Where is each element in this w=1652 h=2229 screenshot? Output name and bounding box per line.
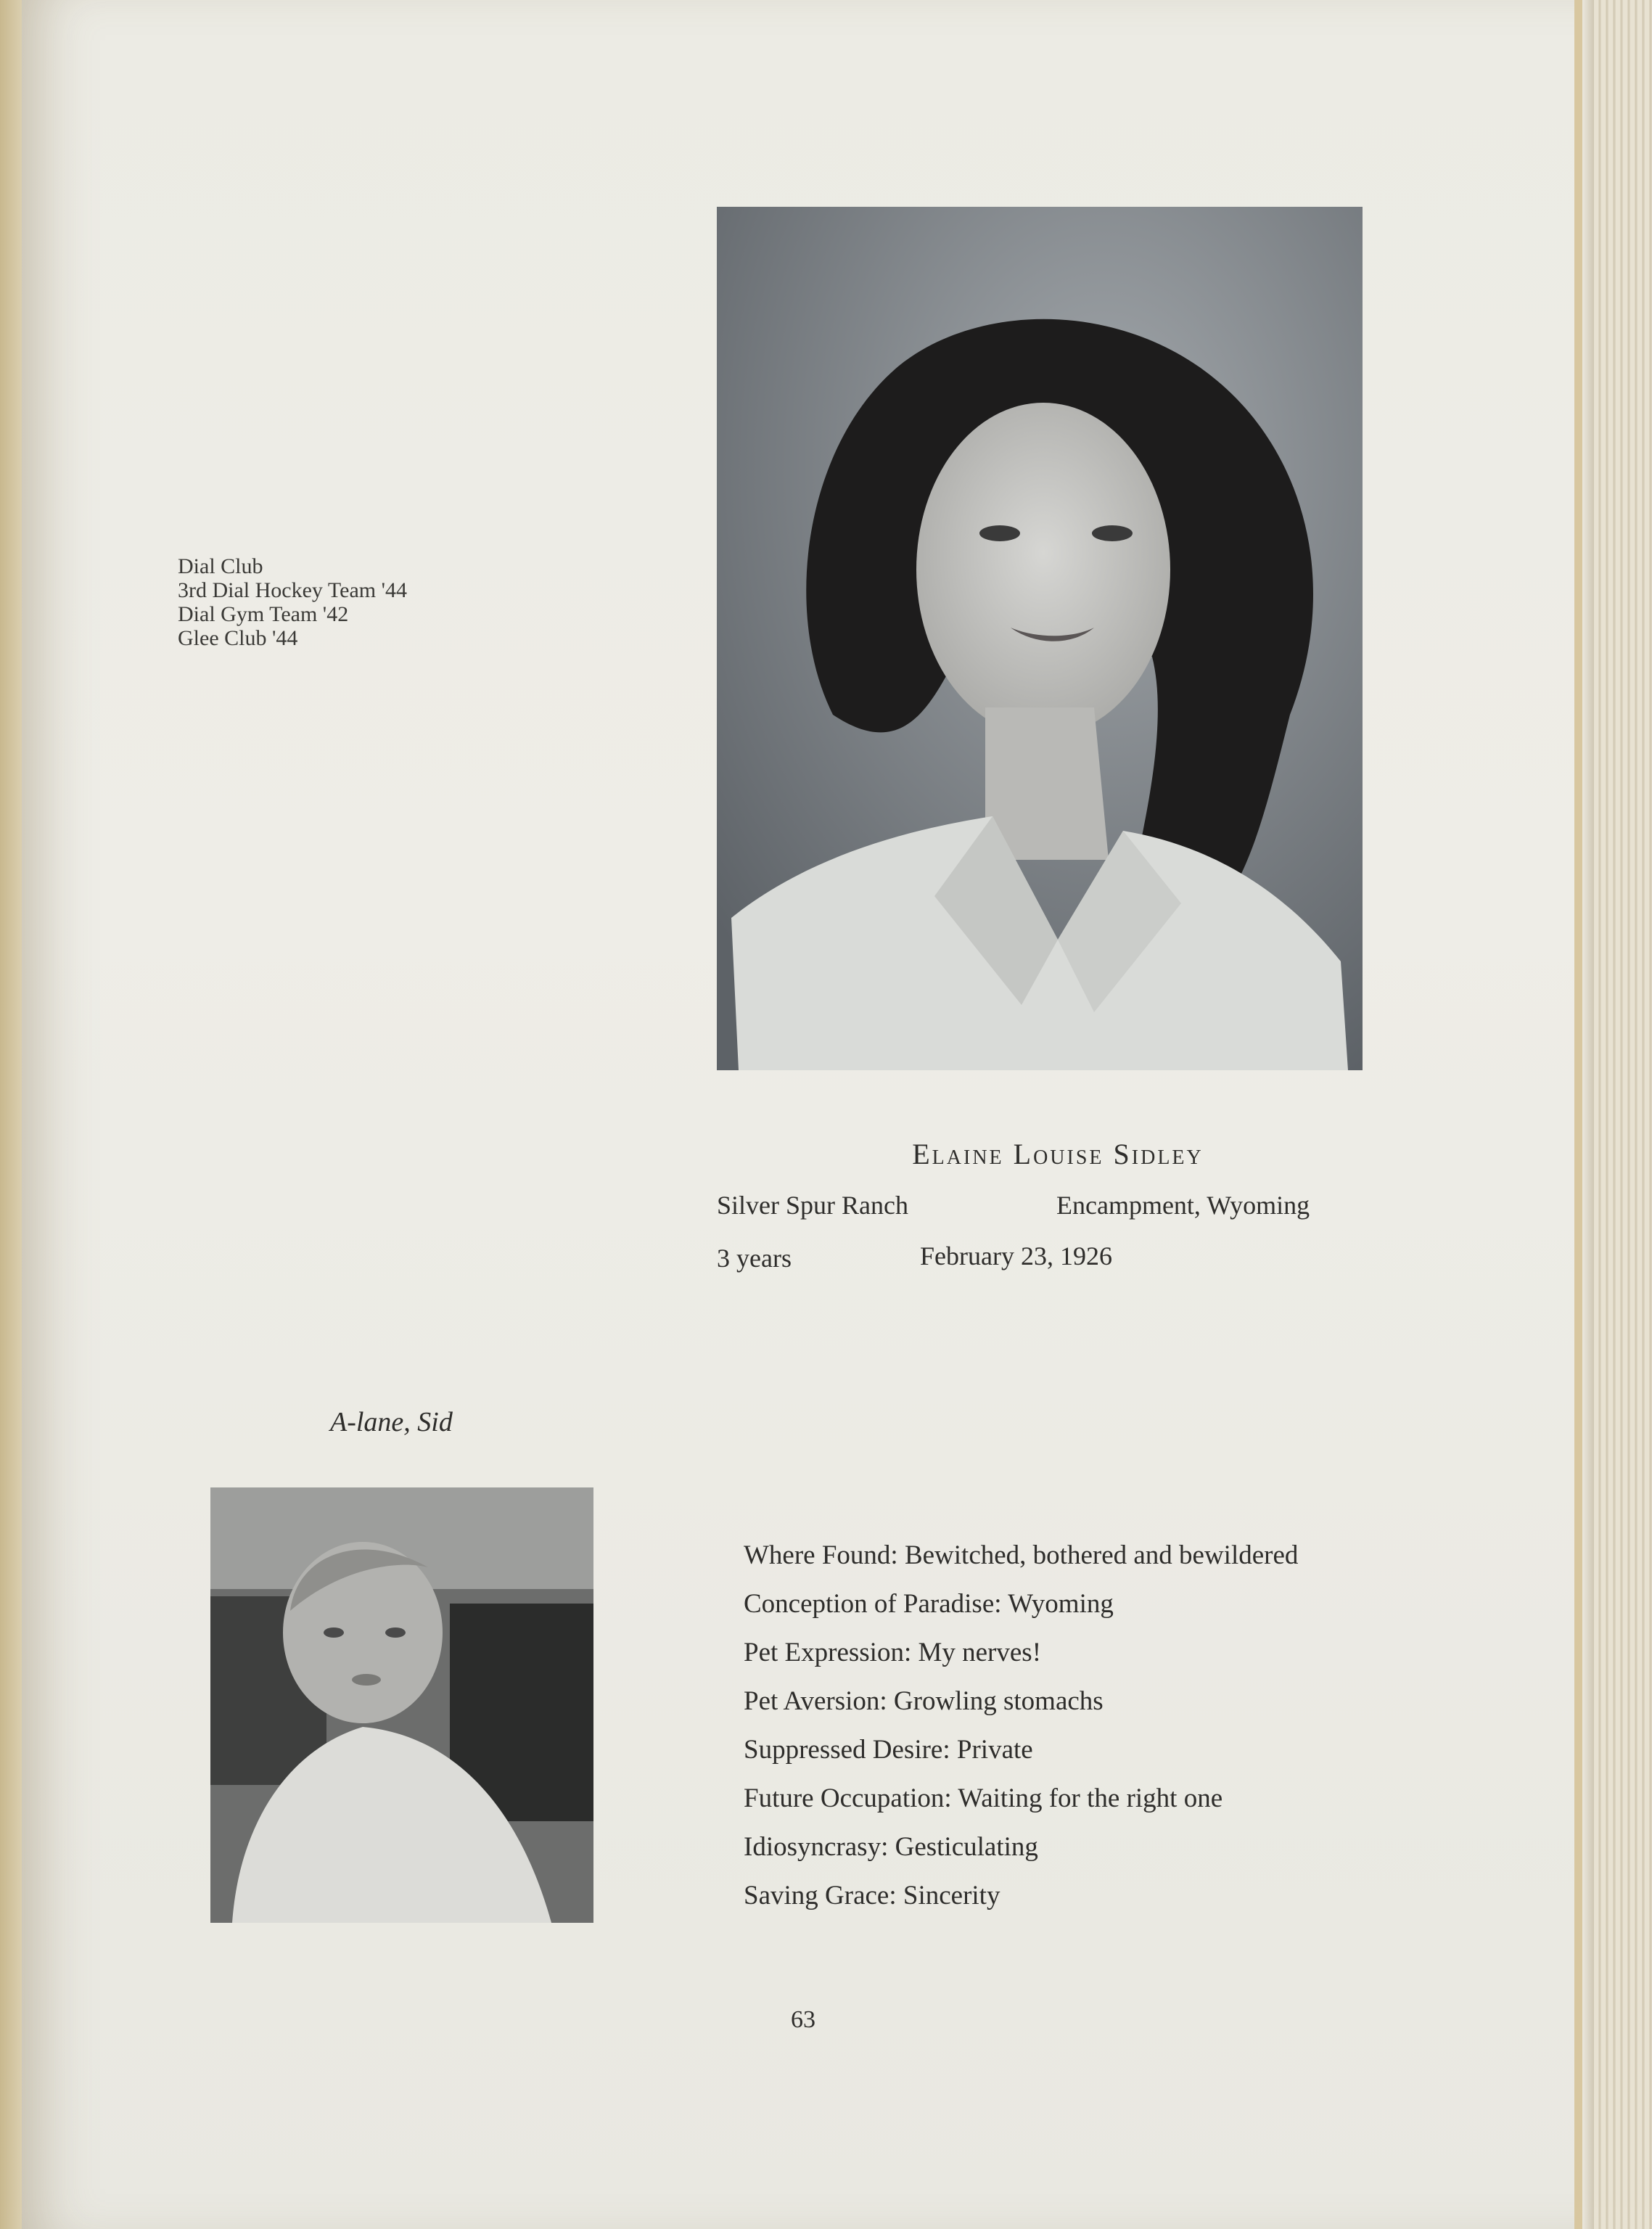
student-nickname: A-lane, Sid <box>330 1407 453 1437</box>
activity-item: Dial Gym Team '42 <box>178 602 349 626</box>
activity-item: Glee Club '44 <box>178 626 298 650</box>
student-hometown: Encampment, Wyoming <box>1056 1191 1310 1220</box>
fact-line: Saving Grace: Sincerity <box>744 1881 1000 1910</box>
fact-line: Pet Aversion: Growling stomachs <box>744 1686 1104 1716</box>
student-birthdate: February 23, 1926 <box>920 1241 1112 1271</box>
student-years: 3 years <box>717 1244 792 1273</box>
activity-item: Dial Club <box>178 554 263 578</box>
page-edge-shadow <box>1582 0 1594 2229</box>
baby-photo <box>210 1487 593 1923</box>
senior-portrait-photo <box>717 207 1363 1070</box>
fact-line: Future Occupation: Waiting for the right one <box>744 1783 1223 1813</box>
page-number: 63 <box>791 2006 815 2033</box>
fact-line: Idiosyncrasy: Gesticulating <box>744 1832 1038 1862</box>
fact-line: Pet Expression: My nerves! <box>744 1638 1042 1667</box>
student-address: Silver Spur Ranch <box>717 1191 908 1220</box>
activities-list <box>178 554 407 650</box>
activity-item: 3rd Dial Hockey Team '44 <box>178 578 407 602</box>
student-name: Elaine Louise Sidley <box>912 1138 1204 1170</box>
yearbook-page <box>22 0 1574 2229</box>
fact-line: Suppressed Desire: Private <box>744 1735 1033 1765</box>
page-stack-edge <box>1594 0 1652 2229</box>
senior-facts-list <box>744 1531 1298 1920</box>
fact-line: Conception of Paradise: Wyoming <box>744 1589 1114 1619</box>
fact-line: Where Found: Bewitched, bothered and bewildered <box>744 1540 1299 1570</box>
